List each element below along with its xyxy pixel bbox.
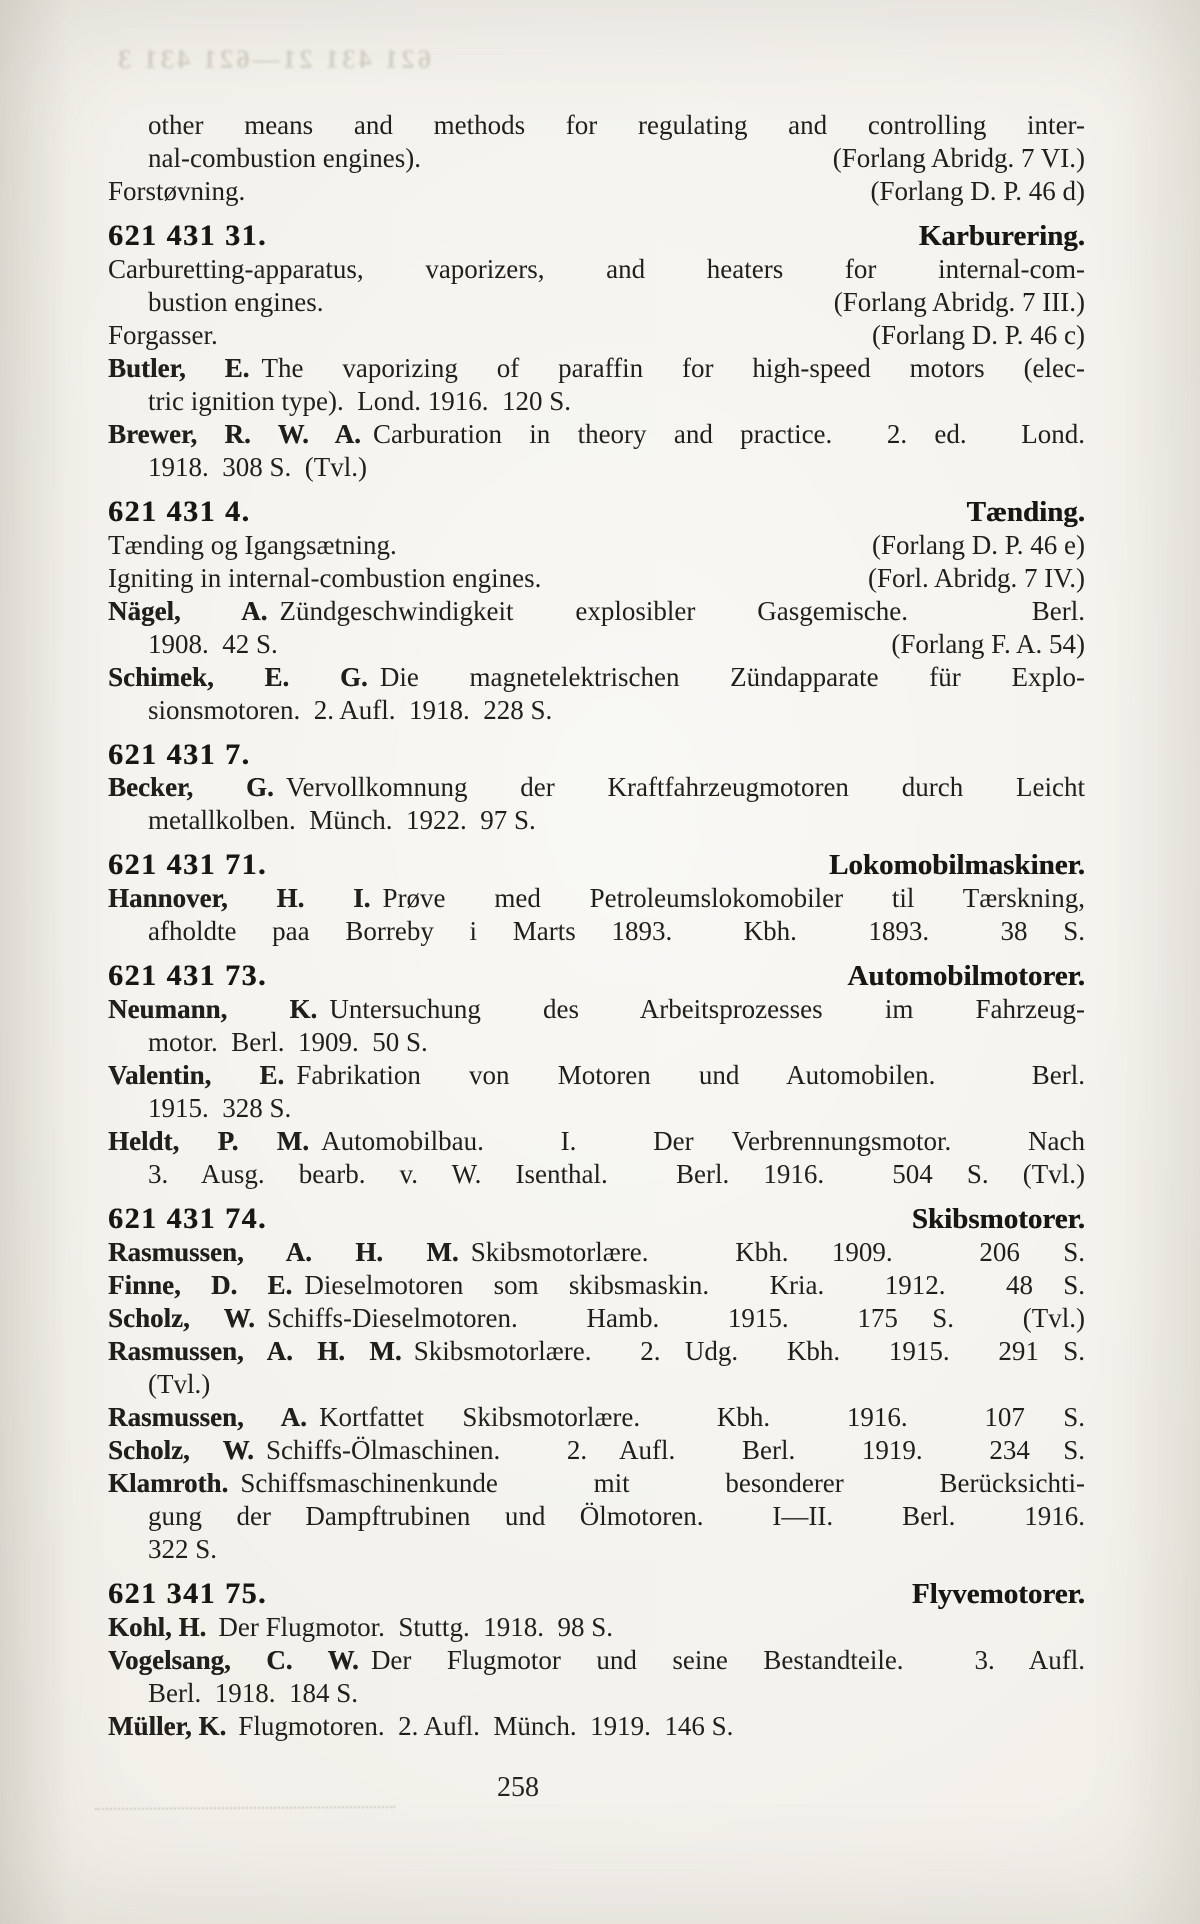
catalog-line (108, 418, 1085, 451)
pencil-smudge (95, 1806, 395, 1810)
catalog-line (108, 1434, 1085, 1467)
section-heading (108, 959, 1085, 993)
author-name: Rasmussen, A. (108, 1402, 307, 1432)
bleed-through-header: 621 431 21—621 431 3 (114, 44, 432, 74)
catalog-line (108, 451, 1085, 484)
author-name: Scholz, W. (108, 1303, 255, 1333)
line-text: Igniting in internal-combustion engines. (108, 563, 542, 593)
classification-number: 621 431 71. (108, 848, 267, 881)
author-name: Müller, K. (108, 1711, 227, 1741)
author-name: Kohl, H. (108, 1612, 207, 1642)
author-name: Valentin, E. (108, 1060, 285, 1090)
catalog-line (108, 1236, 1085, 1269)
line-text: other means and methods for regulating and controlling inter- (148, 110, 1085, 140)
catalog-line (108, 1500, 1085, 1533)
catalog-line (108, 1644, 1085, 1677)
line-text: Valentin, E. Fabrikation von Motoren und Automobilen. Berl. (108, 1060, 1085, 1090)
line-text: Hannover, H. I. Prøve med Petroleumslokomobiler til Tærskning, (108, 883, 1085, 913)
catalog-line (108, 1368, 1085, 1401)
catalog-line (108, 529, 1085, 562)
line-text: Müller, K. Flugmotoren. 2. Aufl. Münch. 1919. 146 S. (108, 1711, 734, 1741)
catalog-line (108, 175, 1085, 208)
catalog-line (108, 915, 1085, 948)
catalog-line (108, 1533, 1085, 1566)
line-text: Berl. 1918. 184 S. (148, 1678, 359, 1708)
catalog-line (108, 1335, 1085, 1368)
line-text: Rasmussen, A. H. M. Skibsmotorlære. 2. Udg. Kbh. 1915. 291 S. (108, 1336, 1085, 1366)
section-heading (108, 1202, 1085, 1236)
catalog-line (108, 142, 1085, 175)
author-name: Vogelsang, C. W. (108, 1645, 359, 1675)
author-name: Rasmussen, A. H. M. (108, 1336, 402, 1366)
reference-note: (Forlang Abridg. 7 VI.) (832, 143, 1085, 173)
line-text: Finne, D. E. Dieselmotoren som skibsmaskin. Kria. 1912. 48 S. (108, 1270, 1085, 1300)
section-title: Automobilmotorer. (847, 960, 1085, 992)
text-block (108, 109, 1085, 1743)
catalog-line (108, 1710, 1085, 1743)
author-name: Nägel, A. (108, 596, 268, 626)
line-text: nal-combustion engines). (148, 143, 421, 173)
section-title: Karburering. (918, 220, 1085, 252)
catalog-line (108, 1302, 1085, 1335)
line-text: Neumann, K. Untersuchung des Arbeitsprozesses im Fahrzeug- (108, 994, 1085, 1024)
line-text: Forstøvning. (108, 176, 246, 206)
catalog-line (108, 1092, 1085, 1125)
catalog-line (108, 1125, 1085, 1158)
classification-number: 621 431 74. (108, 1202, 267, 1235)
line-text: Forgasser. (108, 320, 218, 350)
section-title: Tænding. (966, 496, 1085, 528)
classification-number: 621 431 4. (108, 495, 251, 528)
line-text: Rasmussen, A. Kortfattet Skibsmotorlære. Kbh. 1916. 107 S. (108, 1402, 1085, 1432)
section-title: Lokomobilmaskiner. (829, 849, 1085, 881)
catalog-line (108, 1401, 1085, 1434)
author-name: Klamroth. (108, 1468, 229, 1498)
author-name: Brewer, R. W. A. (108, 419, 361, 449)
classification-number: 621 431 31. (108, 219, 267, 252)
section-title: Flyvemotorer. (911, 1578, 1085, 1610)
reference-note: (Forlang D. P. 46 c) (872, 320, 1085, 350)
catalog-line (108, 385, 1085, 418)
line-text: Klamroth. Schiffsmaschinenkunde mit besonderer Berücksichti- (108, 1468, 1085, 1498)
catalog-line (108, 628, 1085, 661)
line-text: Kohl, H. Der Flugmotor. Stuttg. 1918. 98 S. (108, 1612, 613, 1642)
page-number: 258 (497, 1772, 539, 1803)
author-name: Neumann, K. (108, 994, 318, 1024)
author-name: Scholz, W. (108, 1435, 254, 1465)
catalog-line (108, 286, 1085, 319)
catalog-line (108, 1269, 1085, 1302)
line-text: Vogelsang, C. W. Der Flugmotor und seine Bestandteile. 3. Aufl. (108, 1645, 1086, 1675)
reference-note: (Forlang D. P. 46 e) (872, 530, 1085, 560)
line-text: metallkolben. Münch. 1922. 97 S. (148, 805, 536, 835)
catalog-line (108, 562, 1085, 595)
reference-note: (Forlang Abridg. 7 III.) (833, 287, 1085, 317)
line-text: afholdte paa Borreby i Marts 1893. Kbh. 1893. 38 S. (148, 916, 1085, 946)
catalog-line (108, 595, 1085, 628)
line-text: Tænding og Igangsætning. (108, 530, 397, 560)
classification-number: 621 431 7. (108, 738, 251, 771)
catalog-line (108, 882, 1085, 915)
reference-note: (Forl. Abridg. 7 IV.) (867, 563, 1085, 593)
line-text: (Tvl.) (148, 1369, 211, 1399)
author-name: Rasmussen, A. H. M. (108, 1237, 459, 1267)
section-heading (108, 495, 1085, 529)
author-name: Schimek, E. G. (108, 662, 368, 692)
line-text: 1915. 328 S. (148, 1093, 292, 1123)
line-text: 1918. 308 S. (Tvl.) (148, 452, 367, 482)
line-text: motor. Berl. 1909. 50 S. (148, 1027, 428, 1057)
catalog-line (108, 1026, 1085, 1059)
line-text: 322 S. (148, 1534, 218, 1564)
section-heading (108, 738, 1085, 771)
line-text: Scholz, W. Schiffs-Ölmaschinen. 2. Aufl. Berl. 1919. 234 S. (108, 1435, 1085, 1465)
classification-number: 621 431 73. (108, 959, 267, 992)
author-name: Heldt, P. M. (108, 1126, 310, 1156)
catalog-line (108, 661, 1085, 694)
catalog-line (108, 1467, 1085, 1500)
line-text: Schimek, E. G. Die magnetelektrischen Zündapparate für Explo- (108, 662, 1085, 692)
line-text: sionsmotoren. 2. Aufl. 1918. 228 S. (148, 695, 553, 725)
catalog-line (108, 253, 1085, 286)
line-text: bustion engines. (148, 287, 324, 317)
line-text: Brewer, R. W. A. Carburation in theory and practice. 2. ed. Lond. (108, 419, 1085, 449)
catalog-line (108, 1158, 1085, 1191)
line-text: Rasmussen, A. H. M. Skibsmotorlære. Kbh. 1909. 206 S. (108, 1237, 1085, 1267)
author-name: Butler, E. (108, 353, 250, 383)
catalog-line (108, 1059, 1085, 1092)
line-text: Heldt, P. M. Automobilbau. I. Der Verbrennungsmotor. Nach (108, 1126, 1085, 1156)
section-heading (108, 1577, 1085, 1611)
line-text: 3. Ausg. bearb. v. W. Isenthal. Berl. 1916. 504 S. (Tvl.) (148, 1159, 1085, 1189)
author-name: Finne, D. E. (108, 1270, 293, 1300)
catalog-line (108, 993, 1085, 1026)
catalog-line (108, 1677, 1085, 1710)
author-name: Becker, G. (108, 772, 274, 802)
classification-number: 621 341 75. (108, 1577, 267, 1610)
catalog-line (108, 319, 1085, 352)
line-text: Becker, G. Vervollkomnung der Kraftfahrzeugmotoren durch Leicht (108, 772, 1086, 802)
catalog-line (108, 694, 1085, 727)
reference-note: (Forlang D. P. 46 d) (870, 176, 1085, 206)
catalog-line (108, 109, 1085, 142)
section-title: Skibsmotorer. (911, 1203, 1085, 1235)
line-text: tric ignition type). Lond. 1916. 120 S. (148, 386, 571, 416)
line-text: Carburetting-apparatus, vaporizers, and heaters for internal-com- (108, 254, 1085, 284)
line-text: 1908. 42 S. (148, 629, 278, 659)
section-heading (108, 848, 1085, 882)
catalog-line (108, 352, 1085, 385)
author-name: Hannover, H. I. (108, 883, 371, 913)
line-text: Scholz, W. Schiffs-Dieselmotoren. Hamb. 1915. 175 S. (Tvl.) (108, 1303, 1085, 1333)
line-text: Nägel, A. Zündgeschwindigkeit explosibler Gasgemische. Berl. (108, 596, 1085, 626)
catalog-line (108, 1611, 1085, 1644)
catalog-line (108, 771, 1085, 804)
line-text: gung der Dampftrubinen und Ölmotoren. I—II. Berl. 1916. (148, 1501, 1085, 1531)
reference-note: (Forlang F. A. 54) (891, 629, 1085, 659)
section-heading (108, 219, 1085, 253)
line-text: Butler, E. The vaporizing of paraffin for high-speed motors (elec- (108, 353, 1085, 383)
catalog-line (108, 804, 1085, 837)
